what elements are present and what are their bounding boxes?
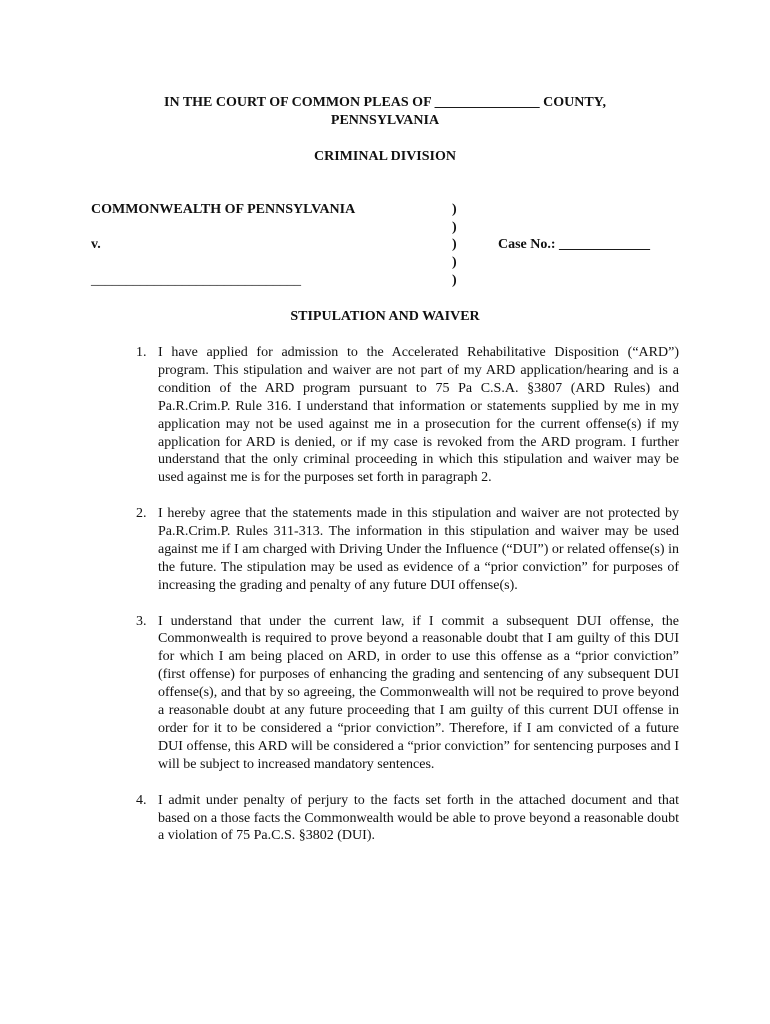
paragraph-number: 4.	[136, 792, 147, 808]
plaintiff-name: COMMONWEALTH OF PENNSYLVANIA	[91, 202, 356, 217]
paragraph-4	[130, 792, 679, 846]
court-heading-line2: PENNSYLVANIA	[330, 113, 440, 128]
paragraph-number: 1.	[136, 345, 147, 360]
paragraph-text: I understand that under the current law, if I commit a subsequent DUI offense, the Commonwealth is required to prove beyond a reasonable doubt that I am guilty of this DUI for which I am being placed on ARD, in order to use this offense as a “prior conviction” (first offense) for purposes of enhancing the grading and sentencing of any subsequent DUI offense(s), and that by so agreeing, the Commonwealth will not be required to prove beyond a reasonable doubt at any future proceeding that I am guilty of this current DUI offense in order for it to be considered a “prior conviction”. Therefore, if I am convicted of a future DUI offense, this ARD will be considered a “prior conviction” for sentencing purposes and I will be subject to increased mandatory sentences.	[158, 613, 679, 772]
caption-paren: )	[452, 202, 457, 217]
paragraph-3	[130, 613, 679, 774]
paragraph-list	[130, 344, 679, 863]
defendant-blank: ______________________________	[91, 273, 301, 288]
court-heading-line1: IN THE COURT OF COMMON PLEAS OF _______________ COUNTY,	[164, 95, 606, 110]
paragraph-1	[130, 344, 679, 487]
paragraph-2	[130, 505, 679, 595]
division-heading: CRIMINAL DIVISION	[314, 149, 456, 164]
caption-paren: )	[452, 255, 457, 270]
paragraph-number: 2.	[136, 506, 147, 522]
versus-label: v.	[91, 237, 101, 252]
paragraph-text: I hereby agree that the statements made in this stipulation and waiver are not protected by Pa.R.Crim.P. Rules 311-313. The information in this stipulation and waiver may be used against me if I am charged with Driving Under the Influence (“DUI”) or related offense(s) in the future. The stipulation may be used as evidence of a “prior conviction” for purposes of increasing the grading and penalty of any future DUI offense(s).	[158, 506, 679, 593]
caption-paren: )	[452, 220, 457, 235]
caption-paren: )	[452, 273, 457, 288]
paragraph-text: I admit under penalty of perjury to the facts set forth in the attached document and that based on a those facts the Commonwealth would be able to prove beyond a reasonable doubt a violation of 75 Pa.C.S. §3802 (DUI).	[158, 792, 679, 844]
caption-paren: )	[452, 237, 457, 252]
paragraph-number: 3.	[136, 613, 147, 629]
document-title: STIPULATION AND WAIVER	[290, 309, 480, 324]
paragraph-text: I have applied for admission to the Accelerated Rehabilitative Disposition (“ARD”) program. This stipulation and waiver are not part of my ARD application/hearing and is a condition of the ARD program pursuant to 75 Pa C.S.A. §3807 (ARD Rules) and Pa.R.Crim.P. Rule 316. I understand that information or statements supplied by me in my application may not be used against me in a prosecution for the current offense(s) if my application for ARD is denied, or if my case is revoked from the ARD program. I further understand that the only criminal proceeding in which this stipulation and waiver may be used against me is for the purposes set forth in paragraph 2.	[158, 345, 679, 486]
case-number-label: Case No.: _____________	[498, 237, 651, 252]
